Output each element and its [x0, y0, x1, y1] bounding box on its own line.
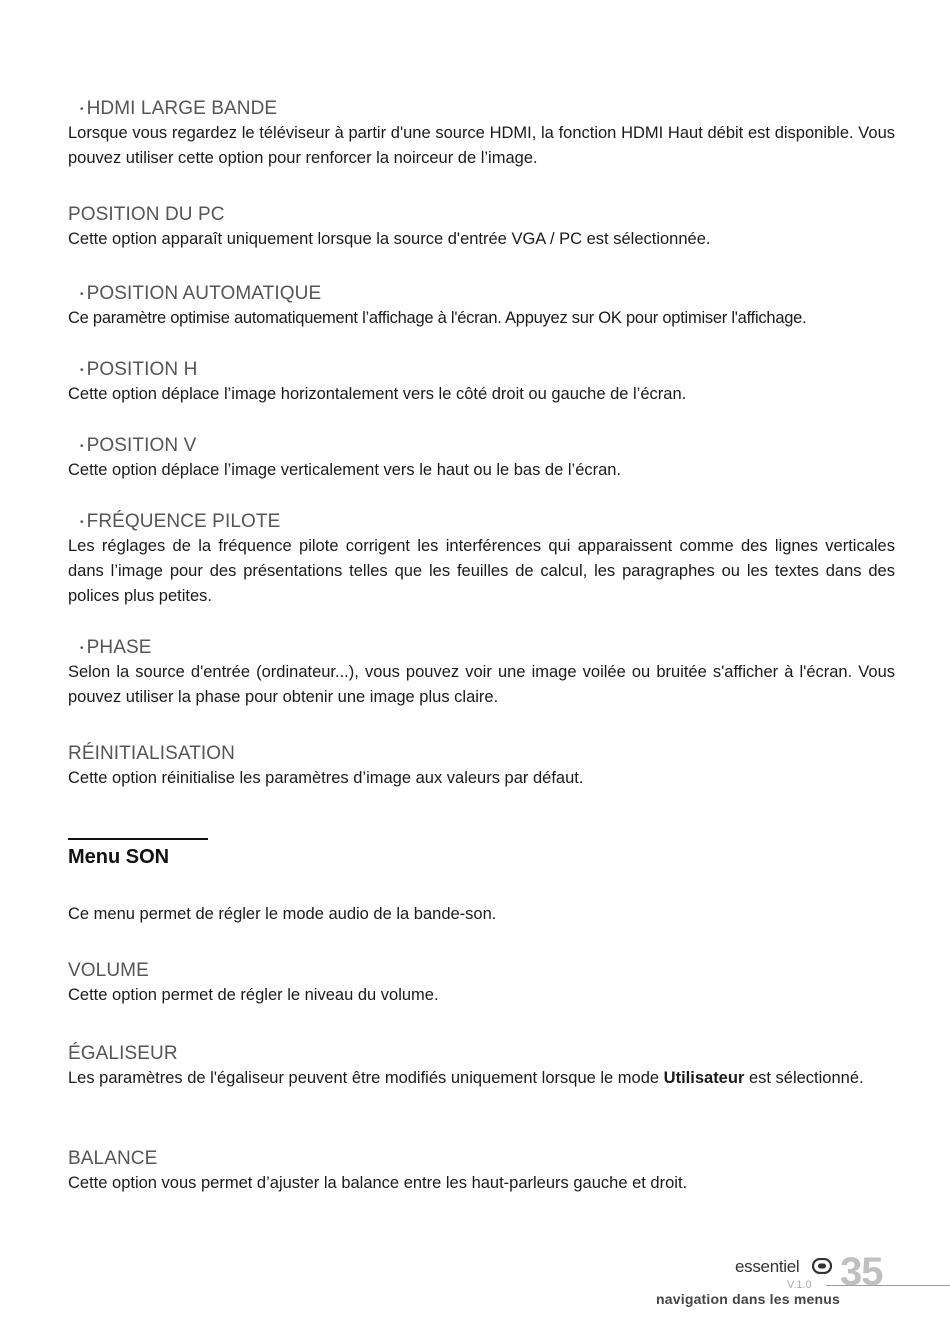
section-position-v	[68, 434, 895, 483]
section-text: Cette option permet de régler le niveau du volume.	[68, 986, 439, 1004]
section-text: Les paramètres de l'égaliseur peuvent être modifiés uniquement lorsque le mode Utilisateur est sélectionné.	[68, 1069, 864, 1087]
bullet-icon: •	[80, 104, 84, 115]
section-heading: • POSITION H	[80, 359, 198, 380]
section-position-automatique	[68, 282, 895, 331]
section-heading: POSITION DU PC	[68, 204, 225, 225]
page-number: 35	[840, 1250, 883, 1294]
mode-utilisateur: Utilisateur	[663, 1069, 745, 1087]
section-reinitialisation	[68, 742, 895, 791]
bullet-icon: •	[80, 365, 84, 376]
menu-title-rule	[68, 838, 208, 840]
menu-son-title: Menu SON	[68, 846, 170, 868]
bullet-icon: •	[80, 517, 84, 528]
section-text: Cette option déplace l’image horizontalement vers le côté droit ou gauche de l’écran.	[68, 385, 687, 403]
section-heading: RÉINITIALISATION	[68, 743, 235, 764]
section-heading: • POSITION AUTOMATIQUE	[80, 283, 322, 304]
section-heading: • POSITION V	[80, 435, 197, 456]
version-label: V.1.0	[787, 1279, 812, 1291]
section-position-h	[68, 358, 895, 407]
section-heading: ÉGALISEUR	[68, 1043, 178, 1064]
page-footer	[650, 1250, 950, 1310]
section-text: Les réglages de la fréquence pilote corrigent les interférences qui apparaissent comme des lignes verticales dans l’image pour des présentations telles que les feuilles de calcul, les paragraphes ou les textes dans des polices plus petites.	[68, 537, 895, 605]
section-phase	[68, 636, 895, 710]
bullet-icon: •	[80, 441, 84, 452]
section-position-du-pc	[68, 203, 895, 252]
section-text: Ce paramètre optimise automatiquement l’affichage à l'écran. Appuyez sur OK pour optimiser l'affichage.	[68, 309, 807, 327]
section-heading: VOLUME	[68, 960, 149, 981]
brand-name: essentiel	[735, 1257, 800, 1276]
footer-section-name: navigation dans les menus	[656, 1291, 840, 1307]
section-text: Cette option déplace l’image verticalement vers le haut ou le bas de l’écran.	[68, 461, 622, 479]
section-text: Selon la source d'entrée (ordinateur...), vous pouvez voir une image voilée ou bruitée s'afficher à l'écran. Vous pouvez utiliser la phase pour obtenir une image plus claire.	[68, 663, 895, 706]
section-egaliseur	[68, 1042, 895, 1091]
section-text: Ce menu permet de régler le mode audio de la bande-son.	[68, 905, 497, 923]
section-text: Cette option apparaît uniquement lorsque la source d'entrée VGA / PC est sélectionnée.	[68, 230, 711, 248]
section-text: Lorsque vous regardez le téléviseur à partir d'une source HDMI, la fonction HDMI Haut débit est disponible. Vous pouvez utiliser cette option pour renforcer la noirceur de l’image.	[68, 124, 895, 167]
section-heading: • HDMI LARGE BANDE	[80, 98, 278, 119]
brand-logo-icon	[812, 1258, 832, 1274]
section-balance	[68, 1147, 895, 1196]
bullet-icon: •	[80, 289, 84, 300]
section-volume	[68, 959, 895, 1008]
section-text: Cette option réinitialise les paramètres d’image aux valeurs par défaut.	[68, 769, 584, 787]
bullet-icon: •	[80, 643, 84, 654]
section-heading: • FRÉQUENCE PILOTE	[80, 511, 281, 532]
section-heading: BALANCE	[68, 1148, 158, 1169]
section-heading: • PHASE	[80, 637, 152, 658]
menu-son-intro	[68, 902, 895, 927]
section-hdmi-large-bande	[68, 97, 895, 171]
section-text: Cette option vous permet d’ajuster la balance entre les haut-parleurs gauche et droit.	[68, 1174, 688, 1192]
section-frequence-pilote	[68, 510, 895, 609]
